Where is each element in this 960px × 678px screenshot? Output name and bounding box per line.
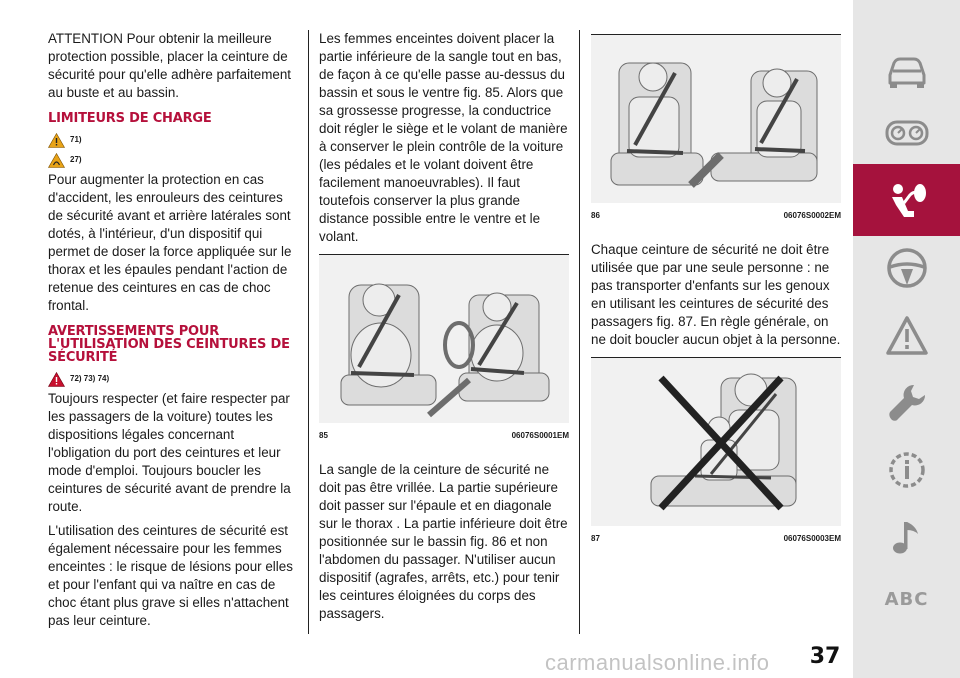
watermark: carmanualsonline.info	[545, 650, 770, 675]
column-3	[591, 30, 841, 564]
dashboard-gauges-icon	[884, 110, 930, 156]
figure-code: 06076S0003EM	[783, 534, 841, 543]
index-abc-label: ABC	[884, 588, 929, 610]
nav-technical-data[interactable]	[853, 434, 960, 506]
chapter-sidebar	[853, 0, 960, 678]
figure-86	[591, 34, 841, 203]
obligation-paragraph: Toujours respecter (et faire respecter par les passagers de la voiture) toutes les dispositions légales concernant l'obligation du port des ceintures et leur mode d'emploi. Toujours boucler les ceintures de sécurité avant de prendre la route.	[48, 391, 291, 514]
figure-87	[591, 357, 841, 526]
pregnant-seated-illustration	[319, 255, 569, 423]
figure-87-caption	[591, 530, 841, 548]
caution-icon	[48, 153, 65, 168]
column-divider	[579, 30, 580, 634]
nav-starting-driving[interactable]	[853, 232, 960, 304]
figure-number: 87	[591, 534, 600, 543]
warning-ref-3	[48, 370, 298, 388]
warning-icon	[48, 372, 65, 387]
warning-ref-2	[48, 151, 298, 169]
figure-86-caption	[591, 207, 841, 225]
column-1	[48, 30, 298, 636]
nav-safety[interactable]	[853, 164, 960, 236]
page-number: 37	[809, 644, 841, 669]
info-gear-icon	[884, 447, 930, 493]
heading-avertissements: AVERTISSEMENTS POUR L'UTILISATION DES CEINTURES DE SÉCURITÉ	[48, 324, 290, 365]
strap-paragraph: La sangle de la ceinture de sécurité ne doit pas être vrillée. La partie supérieure doit passer sur l'épaule et en diagonale sur le thorax . La partie inférieure doit être positionnée sur le bassin fig. 86 et non l'abdomen du passager. N'utiliser aucun dispositif (agrafes, arrêts, etc.) pour tenir les ceintures éloignées du corps des passagers.	[319, 462, 568, 621]
column-divider	[308, 30, 309, 634]
warning-ref-label: 71)	[70, 135, 82, 144]
nav-maintenance[interactable]	[853, 367, 960, 439]
nav-emergency[interactable]	[853, 300, 960, 372]
warning-ref-label: 27)	[70, 155, 82, 164]
pregnant-belt-paragraph: Les femmes enceintes doivent placer la partie inférieure de la sangle tout en bas, de façon à ce qu'elle passe au-dessus du bassin et sous le ventre fig. 85. Alors que sa grossesse progresse, la conductrice doit régler le siège et le volant de manière à conserver le plein contrôle de la voiture (les pédales et le volant doivent être facilement manoeuvrables). Il faut toutefois conserver la plus grande distance possible entre le ventre et le volant.	[319, 31, 568, 244]
warning-triangle-icon	[884, 313, 930, 359]
figure-85-caption	[319, 427, 569, 445]
wrench-icon	[884, 380, 930, 426]
passenger-airbag-icon	[884, 177, 930, 223]
figure-number: 85	[319, 431, 328, 440]
figure-number: 86	[591, 211, 600, 220]
car-icon	[884, 47, 930, 93]
nav-index[interactable]	[853, 563, 960, 635]
heading-limiteurs-de-charge: LIMITEURS DE CHARGE	[48, 111, 212, 126]
figure-code: 06076S0001EM	[511, 431, 569, 440]
warning-icon	[48, 133, 65, 148]
figure-code: 06076S0002EM	[783, 211, 841, 220]
attention-paragraph: ATTENTION Pour obtenir la meilleure protection possible, placer la ceinture de sécurité pour qu'elle adhère parfaitement au buste et au bassin.	[48, 31, 291, 100]
pregnant-paragraph: L'utilisation des ceintures de sécurité est également nécessaire pour les femmes enceintes : le risque de lésions pour elles et pour l'enfant qui va naître en cas de choc étant plus grave si elles n'attachent pas leur ceinture.	[48, 523, 293, 628]
steering-wheel-icon	[884, 245, 930, 291]
single-person-paragraph: Chaque ceinture de sécurité ne doit être utilisée que par une seule personne : ne pas transporter d'enfants sur les genoux en utilisant les ceintures de sécurité des passagers fig. 87. En règle générale, on ne doit boucler aucun objet à la personne.	[591, 242, 841, 347]
warning-ref-label: 72) 73) 74)	[70, 374, 110, 383]
nav-dashboard[interactable]	[853, 97, 960, 169]
nav-car[interactable]	[853, 34, 960, 106]
belted-passengers-illustration	[591, 35, 841, 203]
limiteurs-paragraph: Pour augmenter la protection en cas d'accident, les enrouleurs des ceintures de sécurité avant et arrière latérales sont dotés, à l'intérieur, d'un dispositif qui permet de doser la force appliquée sur le thorax et les épaules pendant l'action de retenue des ceintures en cas de choc frontal.	[48, 172, 292, 313]
figure-85	[319, 254, 569, 423]
warning-ref-1	[48, 131, 298, 149]
column-2	[319, 30, 569, 629]
child-on-lap-illustration	[591, 358, 841, 526]
music-note-icon	[884, 514, 930, 560]
